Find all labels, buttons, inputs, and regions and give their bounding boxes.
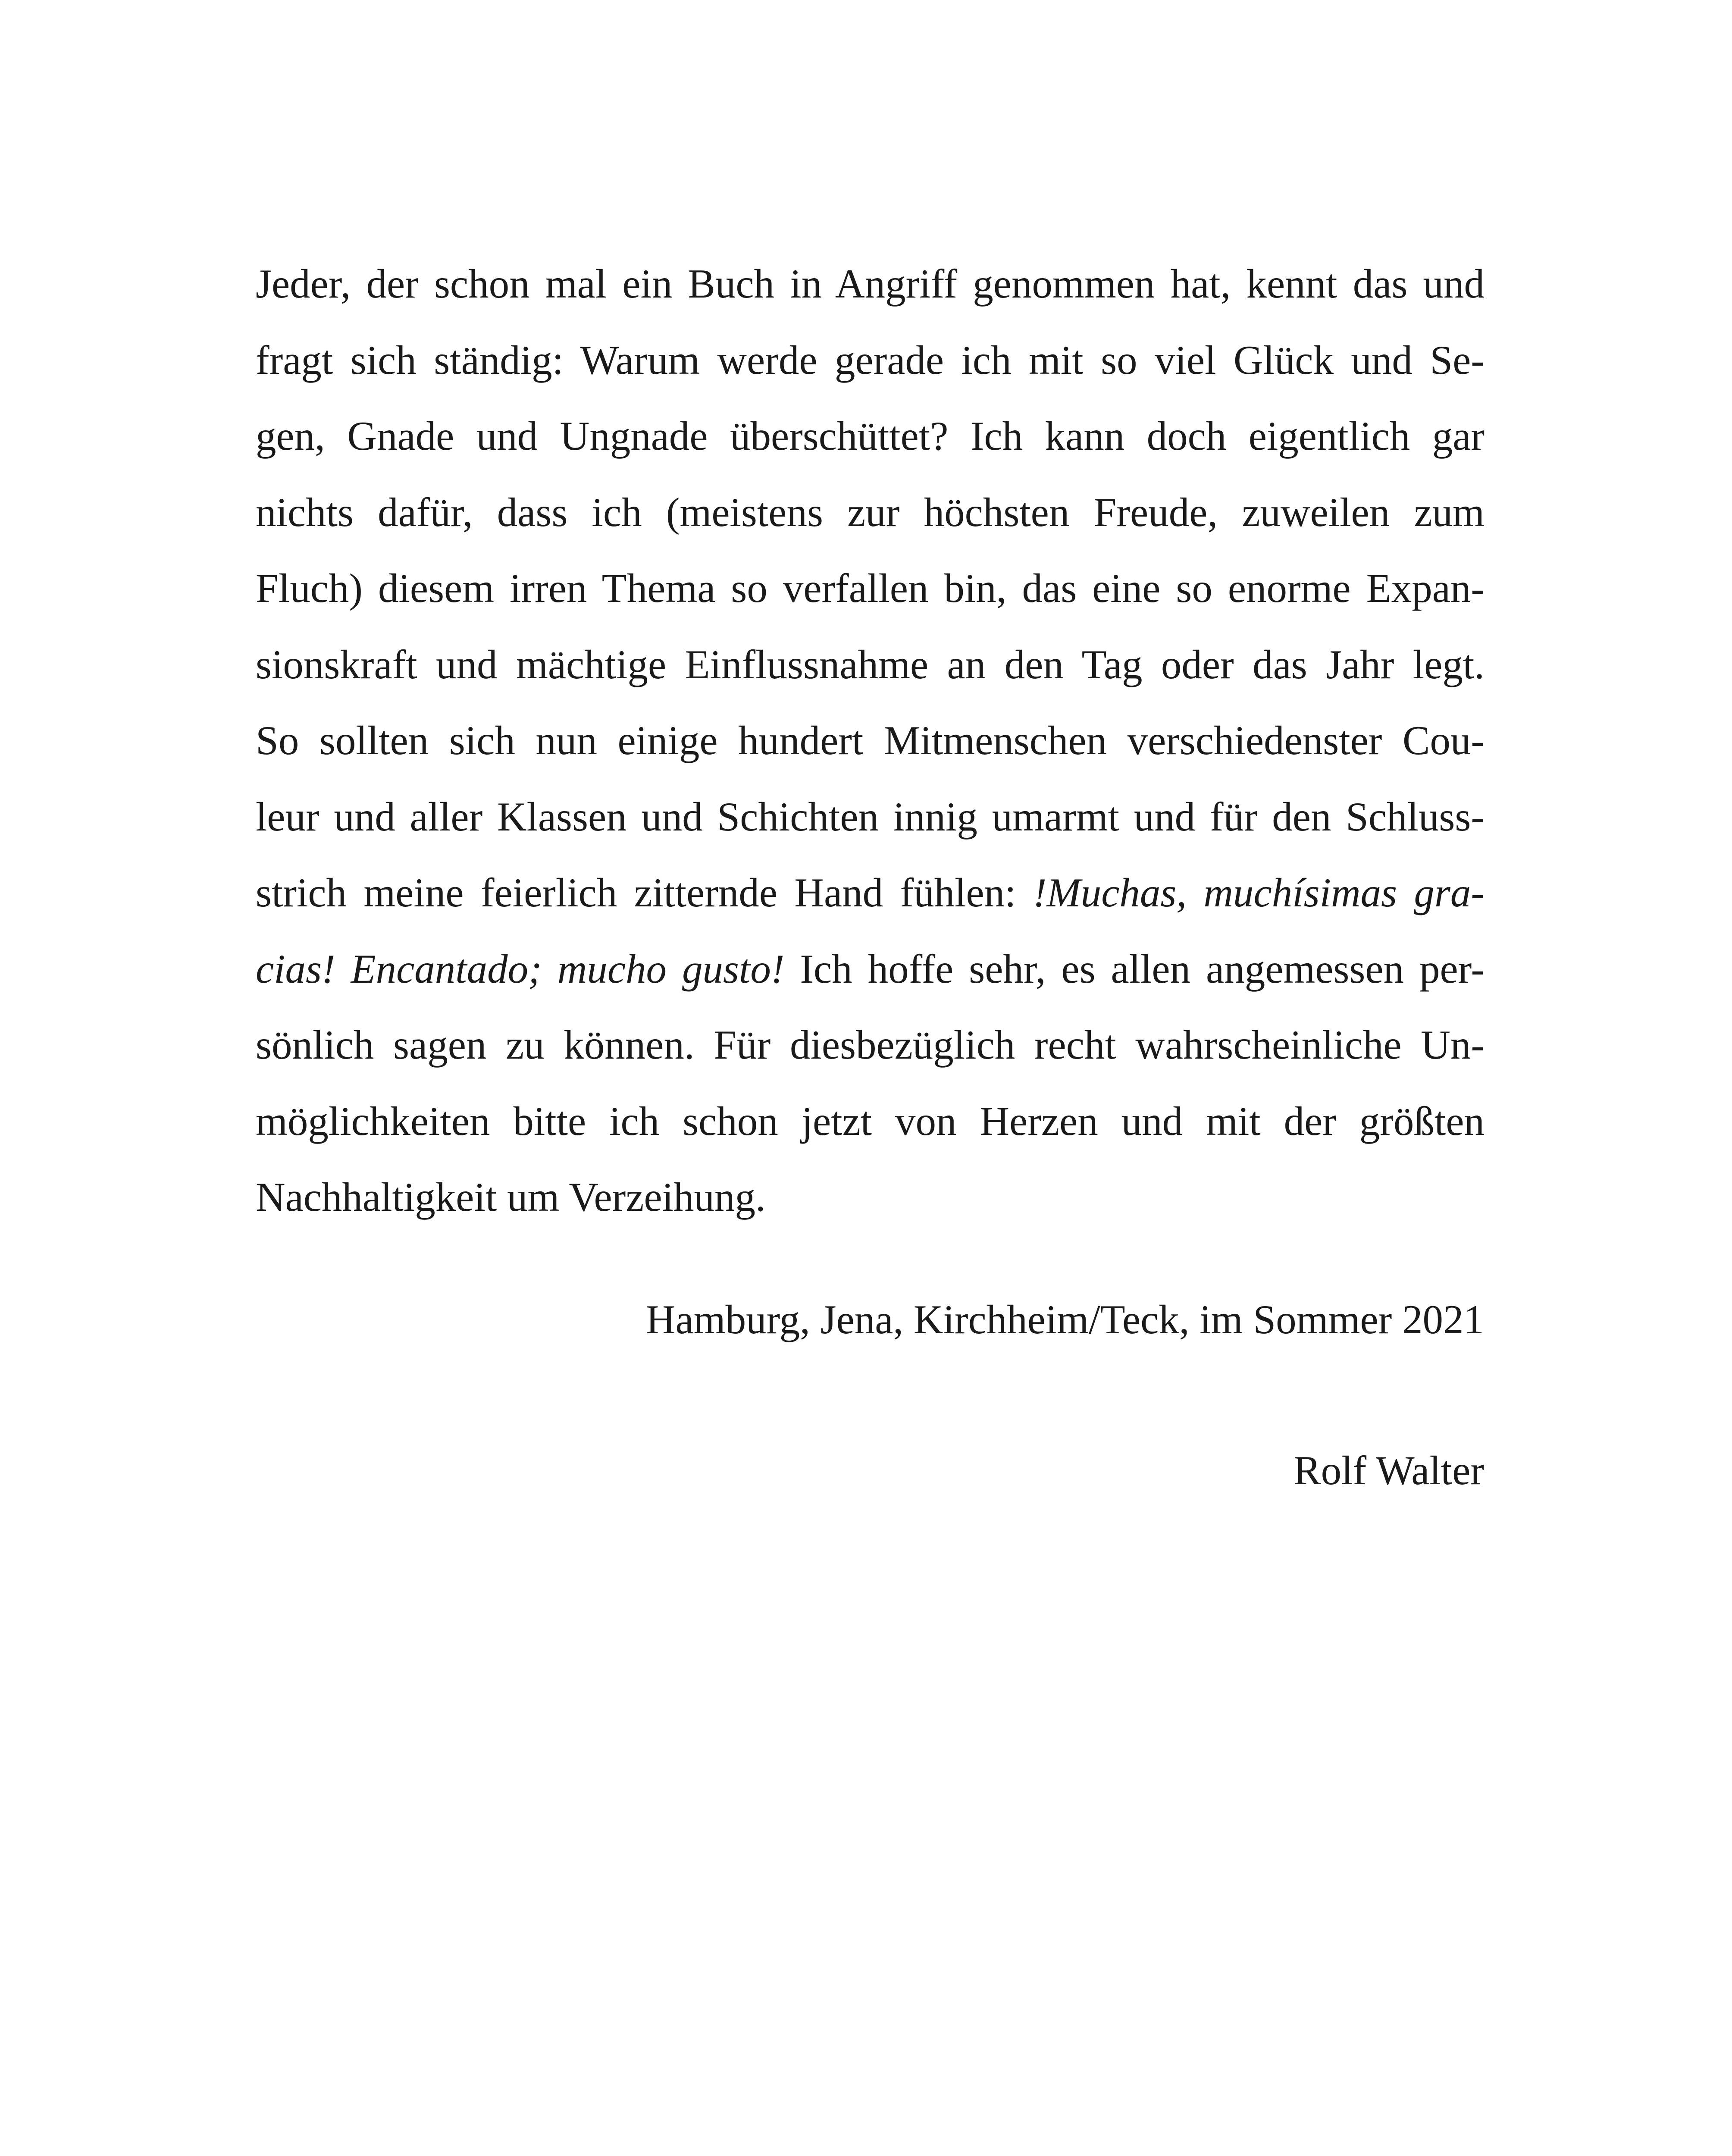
text-segment: strich meine feierlich zitternde Hand fühlen: (256, 870, 1033, 915)
text-line: Nachhaltigkeit um Verzeihung. (256, 1174, 766, 1220)
italic-spanish-phrase: !Muchas, muchísimas gra- (1033, 870, 1485, 915)
text-line: möglichkeiten bitte ich schon jetzt von Herzen und mit der größten (256, 1098, 1485, 1144)
italic-spanish-phrase: cias! Encantado; mucho gusto! (256, 946, 785, 992)
text-line: So sollten sich nun einige hundert Mitmenschen verschiedenster Cou- (256, 718, 1485, 763)
place-and-date: Hamburg, Jena, Kirchheim/Teck, im Sommer 2021 (646, 1297, 1484, 1342)
text-line: sönlich sagen zu können. Für diesbezüglich recht wahrscheinliche Un- (256, 1022, 1485, 1068)
text-line: nichts dafür, dass ich (meistens zur höchsten Freude, zuweilen zum (256, 489, 1485, 535)
text-line (256, 931, 1485, 1007)
text-line: gen, Gnade und Ungnade überschüttet? Ich kann doch eigentlich gar (256, 413, 1485, 459)
author-signature: Rolf Walter (1294, 1448, 1484, 1493)
text-line: Fluch) diesem irren Thema so verfallen bin, das eine so enorme Expan- (256, 565, 1485, 611)
text-line: sionskraft und mächtige Einflussnahme an den Tag oder das Jahr legt. (256, 641, 1485, 687)
body-text (256, 246, 1485, 1235)
text-line (256, 855, 1485, 931)
text-line: Jeder, der schon mal ein Buch in Angriff genommen hat, kennt das und (256, 261, 1485, 307)
text-segment: Ich hoffe sehr, es allen angemessen per- (784, 946, 1485, 992)
text-line: leur und aller Klassen und Schichten innig umarmt und für den Schluss- (256, 793, 1485, 840)
text-line: fragt sich ständig: Warum werde gerade ich mit so viel Glück und Se- (256, 337, 1485, 383)
